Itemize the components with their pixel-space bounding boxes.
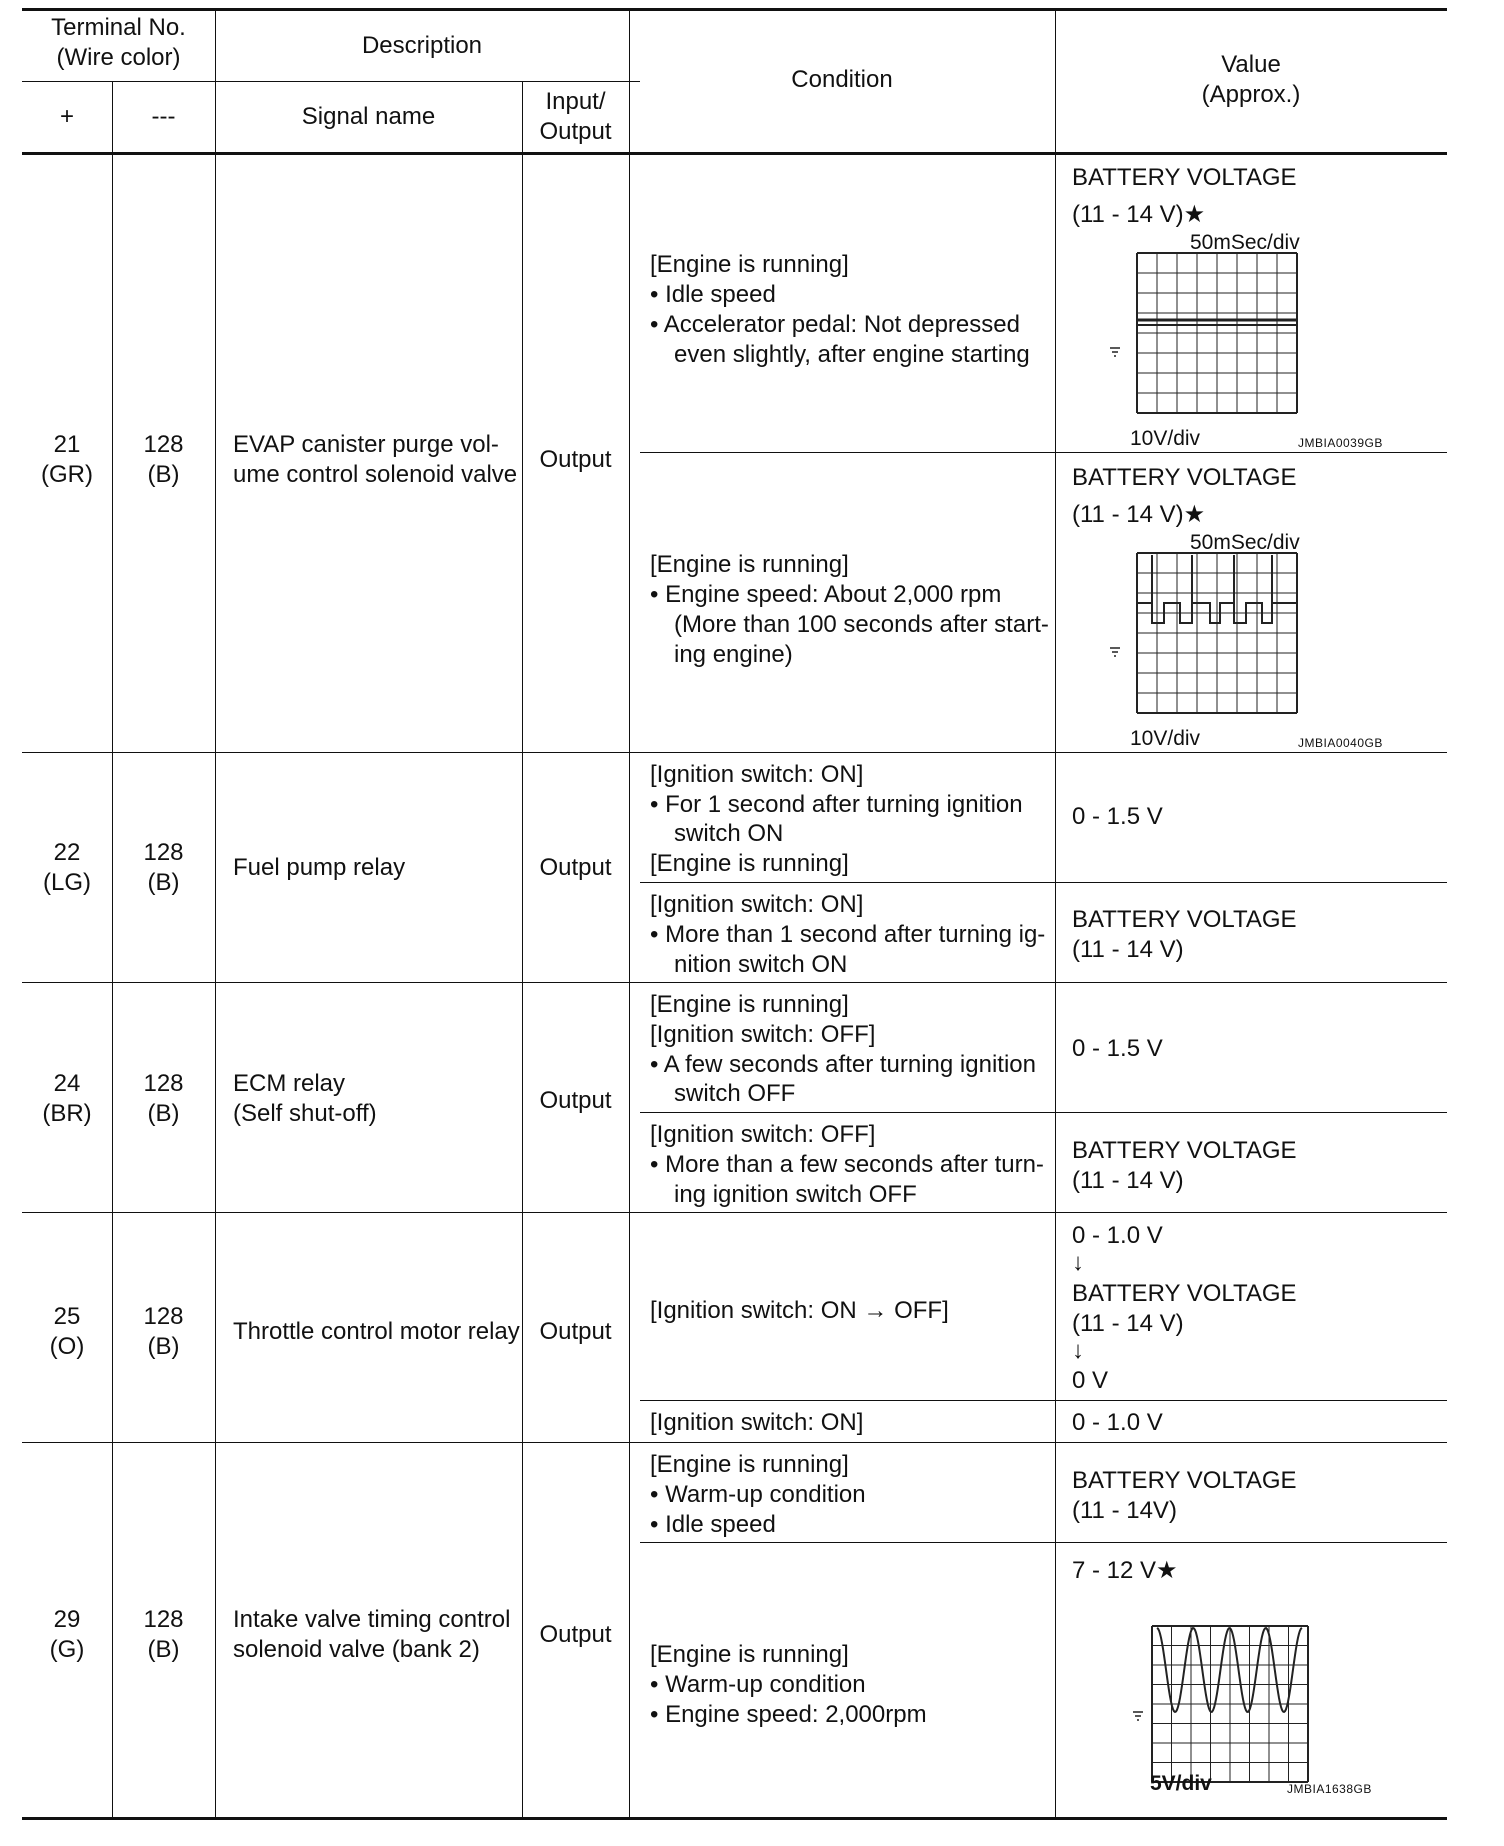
wire-color: (G) xyxy=(49,1636,85,1663)
value-text: (11 - 14V) xyxy=(1072,1497,1177,1524)
condition-text: • Idle speed xyxy=(650,1511,776,1538)
waveform-graph xyxy=(1127,1608,1347,1788)
condition-text: [Engine is running] xyxy=(650,1641,849,1668)
condition-text: [Engine is running] xyxy=(650,850,849,877)
header-minus: --- xyxy=(151,103,176,130)
wire-color: (B) xyxy=(147,869,180,896)
signal-name: EVAP canister purge vol- xyxy=(233,431,499,458)
terminal-table xyxy=(22,8,1447,1834)
condition-text: • For 1 second after turning ignition xyxy=(650,791,1023,818)
value-text: (11 - 14 V) xyxy=(1072,936,1184,963)
value-text: 0 V xyxy=(1072,1367,1109,1394)
ground-icon xyxy=(1110,348,1120,356)
value-text: (11 - 14 V)★ xyxy=(1072,201,1206,228)
header-condition: Condition xyxy=(791,66,893,93)
terminal-minus: 128 xyxy=(143,431,184,458)
value-text: BATTERY VOLTAGE xyxy=(1072,1137,1297,1164)
value-text: 0 - 1.0 V xyxy=(1072,1409,1163,1436)
condition-text: • More than a few seconds after turn- xyxy=(650,1151,1044,1178)
oscilloscope-waveform-2000rpm xyxy=(1102,531,1383,750)
terminal-minus: 128 xyxy=(143,839,184,866)
condition-text: • A few seconds after turning ignition xyxy=(650,1051,1036,1078)
condition-text: • Idle speed xyxy=(650,281,776,308)
condition-text: [Ignition switch: ON] xyxy=(650,1409,864,1436)
time-scale: 50mSec/div xyxy=(1190,231,1300,254)
header-wire-color: (Wire color) xyxy=(56,44,181,71)
condition-text: switch OFF xyxy=(674,1080,796,1107)
terminal-plus: 25 xyxy=(53,1303,81,1330)
condition-text: [Engine is running] xyxy=(650,1451,849,1478)
terminal-minus: 128 xyxy=(143,1070,184,1097)
terminal-plus: 24 xyxy=(53,1070,81,1097)
condition-text: • More than 1 second after turning ig- xyxy=(650,921,1046,948)
condition-text: ing ignition switch OFF xyxy=(674,1181,917,1208)
signal-name: ume control solenoid valve xyxy=(233,461,518,488)
condition-text: [Ignition switch: ON → OFF] xyxy=(650,1297,949,1324)
volt-scale: 10V/div xyxy=(1130,427,1201,450)
condition-text: switch ON xyxy=(674,820,784,847)
volt-scale: 10V/div xyxy=(1130,727,1201,750)
wire-color: (LG) xyxy=(43,869,91,896)
value-text: BATTERY VOLTAGE xyxy=(1072,1467,1297,1494)
signal-name: Throttle control motor relay xyxy=(233,1318,520,1345)
value-text: BATTERY VOLTAGE xyxy=(1072,164,1297,191)
value-text: ↓ xyxy=(1072,1249,1084,1276)
header-input: Input/ xyxy=(545,88,606,115)
value-text: (11 - 14 V) xyxy=(1072,1167,1184,1194)
figure-code: JMBIA0039GB xyxy=(1298,436,1383,450)
io-type: Output xyxy=(539,1087,612,1114)
wire-color: (B) xyxy=(147,1100,180,1127)
header-signal-name: Signal name xyxy=(301,103,436,130)
value-text: (11 - 14 V)★ xyxy=(1072,501,1206,528)
value-text: 0 - 1.0 V xyxy=(1072,1222,1163,1249)
value-text: ↓ xyxy=(1072,1337,1084,1364)
oscilloscope-waveform-idle xyxy=(1102,231,1383,450)
header-plus: + xyxy=(59,103,74,130)
header-output: Output xyxy=(539,118,612,145)
time-scale: 50mSec/div xyxy=(1190,531,1300,554)
condition-text: [Engine is running] xyxy=(650,991,849,1018)
oscilloscope-waveform-sine xyxy=(1127,1608,1372,1796)
waveform-graph xyxy=(1102,533,1362,733)
wire-color: (B) xyxy=(147,1636,180,1663)
figure-code: JMBIA1638GB xyxy=(1287,1782,1372,1796)
value-text: 0 - 1.5 V xyxy=(1072,803,1163,830)
terminal-plus: 22 xyxy=(53,839,81,866)
wire-color: (BR) xyxy=(42,1100,92,1127)
condition-text: (More than 100 seconds after start- xyxy=(674,611,1049,638)
condition-text: • Engine speed: About 2,000 rpm xyxy=(650,581,1002,608)
signal-name: Fuel pump relay xyxy=(233,854,406,881)
wire-color: (B) xyxy=(147,1333,180,1360)
condition-text: • Warm-up condition xyxy=(650,1671,866,1698)
io-type: Output xyxy=(539,1621,612,1648)
condition-text: [Engine is running] xyxy=(650,251,849,278)
condition-text: even slightly, after engine starting xyxy=(674,341,1030,368)
terminal-plus: 29 xyxy=(53,1606,81,1633)
value-text: 0 - 1.5 V xyxy=(1072,1035,1163,1062)
condition-text: nition switch ON xyxy=(674,951,848,978)
signal-name: ECM relay xyxy=(233,1070,346,1097)
value-text: BATTERY VOLTAGE xyxy=(1072,906,1297,933)
header-description: Description xyxy=(361,32,483,59)
condition-text: • Warm-up condition xyxy=(650,1481,866,1508)
signal-name: Intake valve timing control xyxy=(233,1606,511,1633)
value-text: 7 - 12 V★ xyxy=(1072,1557,1178,1584)
condition-text: [Ignition switch: OFF] xyxy=(650,1021,876,1048)
volt-scale: 5V/div xyxy=(1150,1772,1212,1795)
io-type: Output xyxy=(539,1318,612,1345)
ground-icon xyxy=(1110,648,1120,656)
condition-text: ing engine) xyxy=(674,641,793,668)
signal-name: (Self shut-off) xyxy=(233,1100,377,1127)
value-text: (11 - 14 V) xyxy=(1072,1310,1184,1337)
condition-text: [Ignition switch: ON] xyxy=(650,761,864,788)
header-terminal-no: Terminal No. xyxy=(51,14,186,41)
condition-text: • Accelerator pedal: Not depressed xyxy=(650,311,1020,338)
signal-name: solenoid valve (bank 2) xyxy=(233,1636,480,1663)
wire-color: (B) xyxy=(147,461,180,488)
figure-code: JMBIA0040GB xyxy=(1298,736,1383,750)
terminal-minus: 128 xyxy=(143,1606,184,1633)
terminal-plus: 21 xyxy=(53,431,81,458)
wire-color: (O) xyxy=(49,1333,85,1360)
header-value: Value xyxy=(1221,51,1281,78)
waveform-graph xyxy=(1102,233,1362,433)
io-type: Output xyxy=(539,854,612,881)
io-type: Output xyxy=(539,446,612,473)
condition-text: [Ignition switch: OFF] xyxy=(650,1121,876,1148)
wire-color: (GR) xyxy=(41,461,93,488)
condition-text: • Engine speed: 2,000rpm xyxy=(650,1701,927,1728)
ground-icon xyxy=(1133,1712,1143,1720)
value-text: BATTERY VOLTAGE xyxy=(1072,464,1297,491)
condition-text: [Ignition switch: ON] xyxy=(650,891,864,918)
value-text: BATTERY VOLTAGE xyxy=(1072,1280,1297,1307)
header-value-approx: (Approx.) xyxy=(1201,81,1301,108)
condition-text: [Engine is running] xyxy=(650,551,849,578)
terminal-minus: 128 xyxy=(143,1303,184,1330)
